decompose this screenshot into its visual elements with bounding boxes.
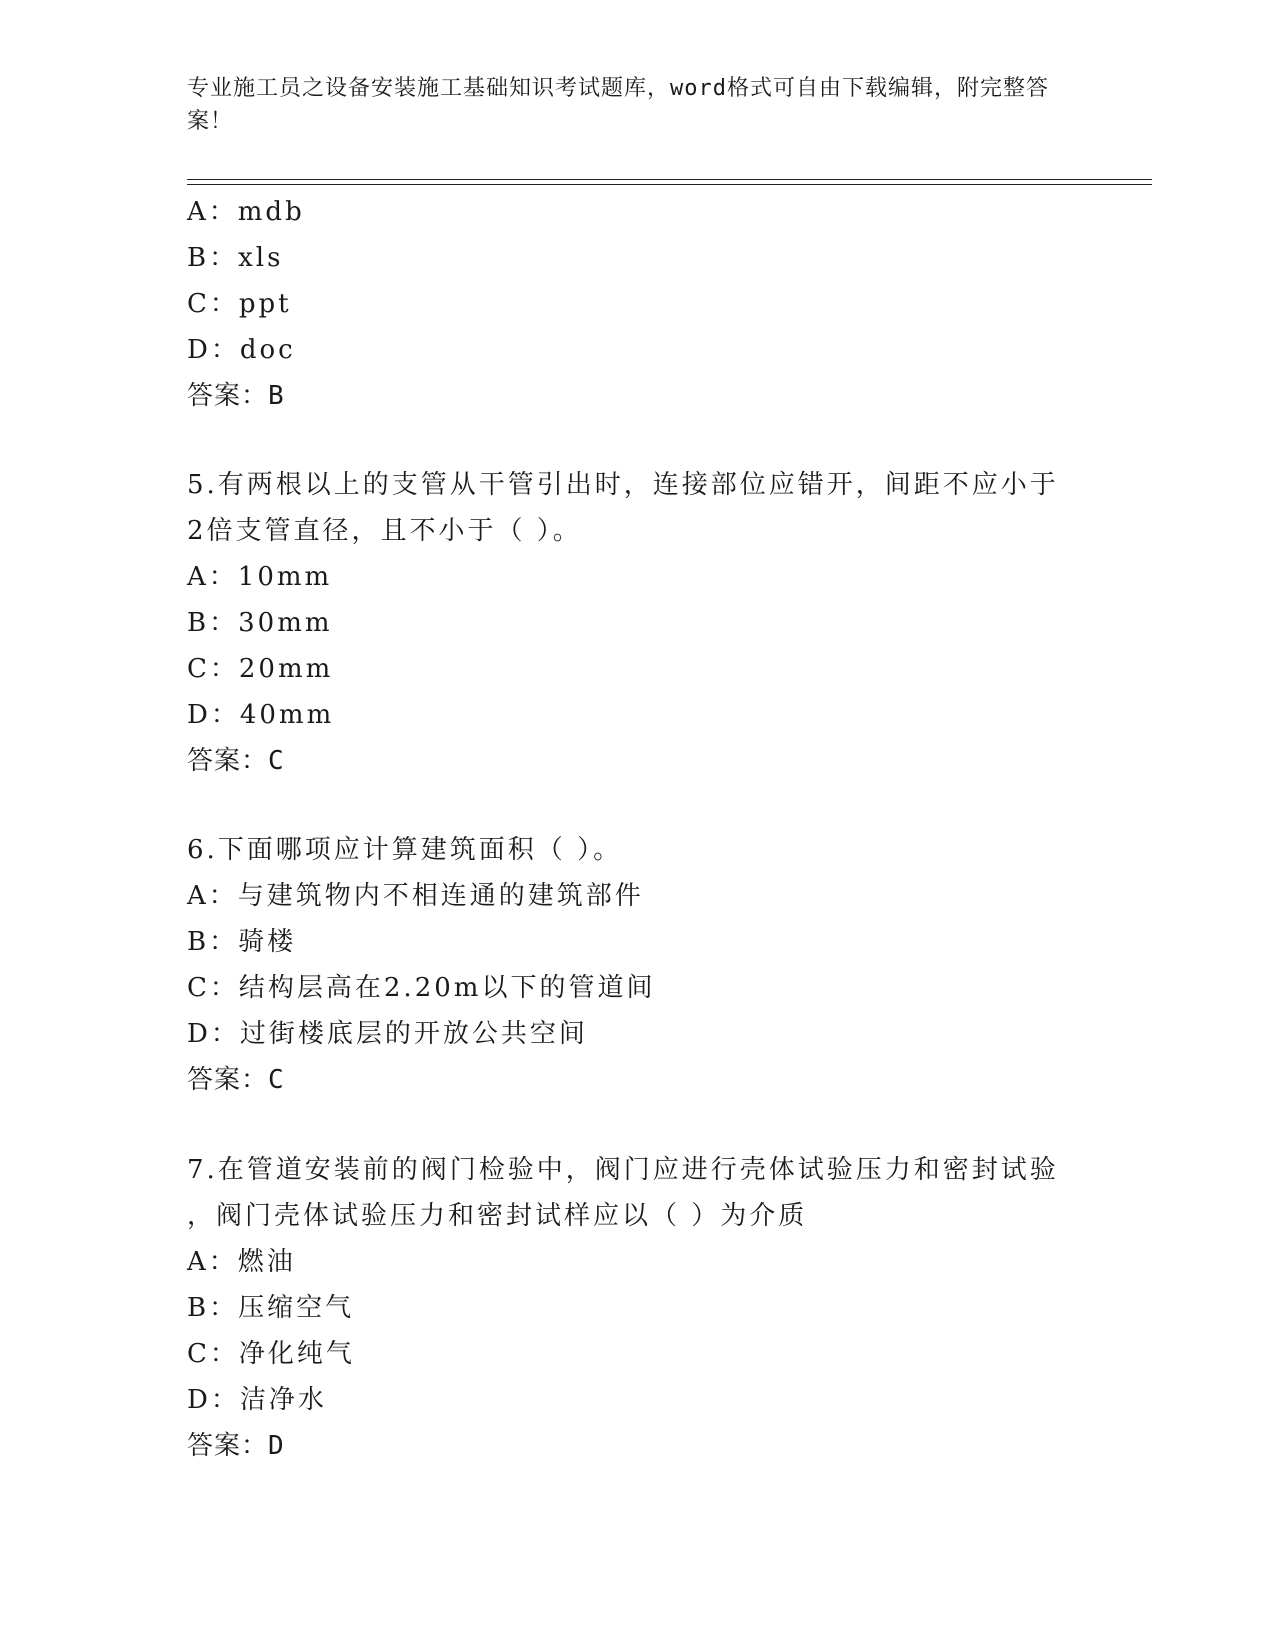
- header-divider-bottom: [187, 184, 1152, 185]
- answer-line: [187, 1423, 1059, 1469]
- answer-line: [187, 738, 1059, 784]
- answer-value: C: [268, 746, 285, 776]
- answer-label: 答案：: [187, 1065, 269, 1095]
- answer-value: C: [268, 1065, 285, 1095]
- question-text-line-1: 5.有两根以上的支管从干管引出时，连接部位应错开，间距不应小于: [187, 470, 1059, 500]
- option-a: A：燃油: [187, 1247, 296, 1277]
- option-c: C：ppt: [187, 289, 292, 319]
- answer-value: B: [268, 381, 285, 411]
- option-b: B：骑楼: [187, 927, 297, 957]
- option-b: B：压缩空气: [187, 1293, 355, 1323]
- option-b: B：30mm: [187, 608, 333, 638]
- option-a: A：mdb: [187, 197, 305, 227]
- option-d: D：40mm: [187, 700, 335, 730]
- answer-label: 答案：: [187, 1431, 269, 1461]
- question-text-line-2: 2倍支管直径，且不小于（ ）。: [187, 516, 582, 546]
- document-header: [187, 72, 1067, 138]
- question-6: [187, 827, 655, 1103]
- question-text-line-1: 7.在管道安装前的阀门检验中，阀门应进行壳体试验压力和密封试验: [187, 1155, 1059, 1185]
- header-title: 专业施工员之设备安装施工基础知识考试题库，word格式可自由下载编辑，附完整答案！: [187, 76, 1049, 134]
- answer-line: [187, 1057, 655, 1103]
- answer-value: D: [268, 1431, 285, 1461]
- option-a: A：10mm: [187, 562, 333, 592]
- option-c: C：20mm: [187, 654, 334, 684]
- option-d: D：doc: [187, 335, 296, 365]
- header-divider-top: [187, 179, 1152, 180]
- option-d: D：过街楼底层的开放公共空间: [187, 1019, 588, 1049]
- option-a: A：与建筑物内不相连通的建筑部件: [187, 881, 644, 911]
- question-4: [187, 189, 305, 419]
- question-text-line-1: 6.下面哪项应计算建筑面积（ ）。: [187, 835, 623, 865]
- question-5: [187, 462, 1059, 784]
- option-c: C：结构层高在2.20m以下的管道间: [187, 973, 656, 1003]
- answer-line: [187, 373, 305, 419]
- option-b: B：xls: [187, 243, 284, 273]
- option-c: C：净化纯气: [187, 1339, 355, 1369]
- answer-label: 答案：: [187, 746, 269, 776]
- answer-label: 答案：: [187, 381, 269, 411]
- option-d: D：洁净水: [187, 1385, 327, 1415]
- question-7: [187, 1147, 1059, 1469]
- question-text-line-2: ，阀门壳体试验压力和密封试样应以（ ）为介质: [187, 1201, 808, 1231]
